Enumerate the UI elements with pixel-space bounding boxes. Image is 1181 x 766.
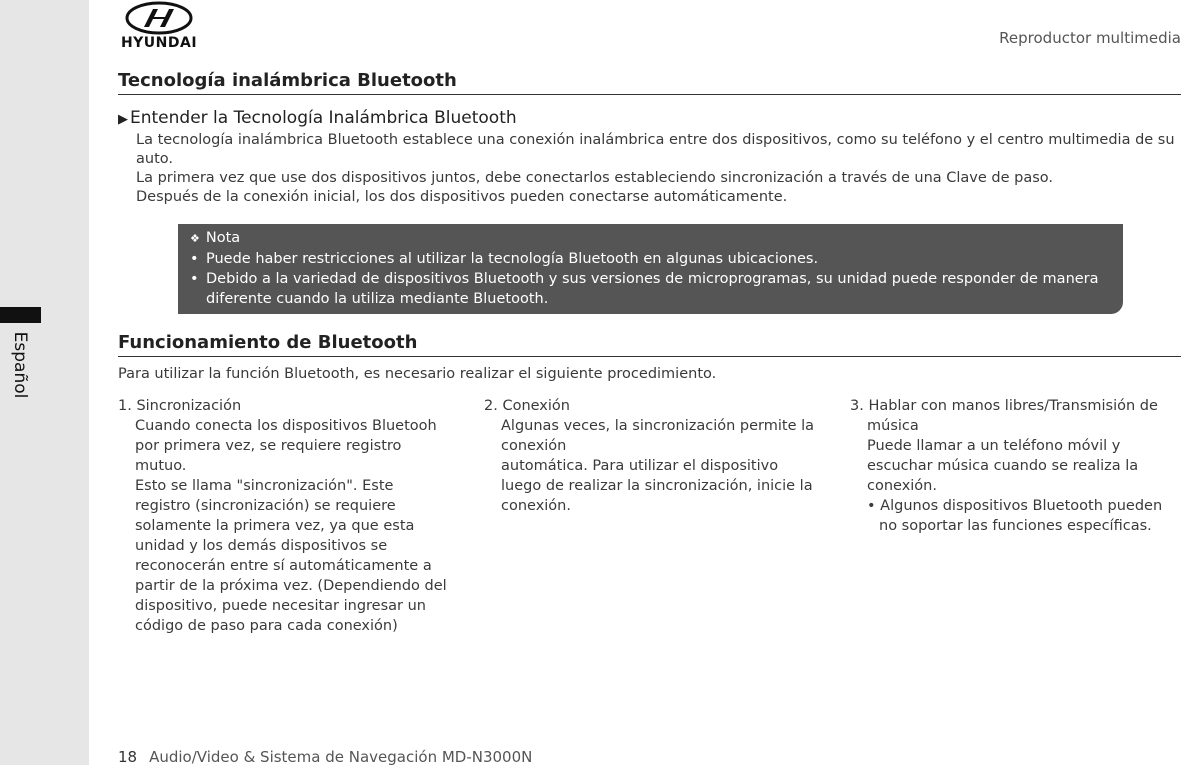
note-item-text: Debido a la variedad de dispositivos Bluetooth y sus versiones de microprogramas, su unidad puede responder de manera diferente cuando la utiliza mediante Bluetooth. — [206, 271, 1099, 307]
step-line: escuchar música cuando se realiza la — [867, 458, 1139, 474]
step-line: Cuando conecta los dispositivos Bluetooh — [135, 418, 437, 434]
paragraph: La tecnología inalámbrica Bluetooth establece una conexión inalámbrica entre dos dispositivos, como su teléfono y el centro multimedia de su auto. — [136, 132, 1175, 167]
note-title-text: Nota — [205, 230, 241, 246]
paragraph: La primera vez que use dos dispositivos juntos, debe conectarlos estableciendo sincronización a través de una Clave de paso. — [136, 170, 1054, 186]
subheading — [118, 108, 517, 128]
language-sidebar — [0, 0, 89, 765]
step-line: conexión. — [867, 478, 937, 494]
note-item — [190, 269, 1109, 309]
hyundai-logo — [117, 0, 201, 52]
note-item-text: Puede haber restricciones al utilizar la tecnología Bluetooth en algunas ubicaciones. — [206, 251, 819, 267]
bullet-icon: • — [190, 271, 199, 287]
page-footer — [118, 748, 532, 766]
step-bullet: • Algunos dispositivos Bluetooth pueden no soportar las funciones específicas. — [867, 498, 1163, 534]
step-line: dispositivo, puede necesitar ingresar un — [135, 598, 426, 614]
note-list — [190, 249, 1109, 309]
page-number: 18 — [118, 748, 138, 766]
step-line: reconocerán entre sí automáticamente a — [135, 558, 432, 574]
bullet-icon: • — [190, 251, 199, 267]
triangle-bullet-icon: ▶ — [118, 112, 128, 127]
step-line: unidad y los demás dispositivos se — [135, 538, 388, 554]
section-title-bluetooth-tech: Tecnología inalámbrica Bluetooth — [118, 70, 1181, 95]
step-line: registro (sincronización) se requiere — [135, 498, 396, 514]
step-column-pairing — [118, 396, 448, 636]
note-item — [190, 249, 1109, 269]
step-line: partir de la próxima vez. (Dependiendo del — [135, 578, 447, 594]
section-header: Reproductor multimedia — [999, 29, 1181, 47]
step-column-handsfree — [850, 396, 1168, 536]
footer-title: Audio/Video & Sistema de Navegación MD-N3000N — [149, 748, 533, 766]
note-box — [178, 224, 1123, 314]
step-line: luego de realizar la sincronización, inicie la — [501, 478, 813, 494]
language-label: Español — [10, 331, 30, 399]
step-line: conexión — [501, 438, 567, 454]
step-line: código de paso para cada conexión) — [135, 618, 398, 634]
language-tab-marker — [0, 307, 41, 323]
step-heading: 1. Sincronización — [118, 398, 242, 414]
section-title-bluetooth-operation: Funcionamiento de Bluetooth — [118, 332, 1181, 357]
note-title — [190, 228, 1109, 249]
procedure-intro: Para utilizar la función Bluetooth, es necesario realizar el siguiente procedimiento. — [118, 366, 717, 382]
step-line: solamente la primera vez, ya que esta — [135, 518, 415, 534]
step-line: automática. Para utilizar el dispositivo — [501, 458, 779, 474]
step-heading-continued: música — [867, 418, 919, 434]
step-line: Algunas veces, la sincronización permite la — [501, 418, 815, 434]
intro-text — [136, 131, 1181, 207]
step-heading: 3. Hablar con manos libres/Transmisión de — [850, 398, 1158, 414]
step-line: conexión. — [501, 498, 571, 514]
step-line: mutuo. — [135, 458, 187, 474]
step-line: por primera vez, se requiere registro — [135, 438, 402, 454]
step-line: Puede llamar a un teléfono móvil y — [867, 438, 1121, 454]
paragraph: Después de la conexión inicial, los dos dispositivos pueden conectarse automáticamente. — [136, 189, 788, 205]
brand-name: HYUNDAI — [120, 35, 198, 51]
step-line: Esto se llama "sincronización". Este — [135, 478, 394, 494]
subheading-text: Entender la Tecnología Inalámbrica Bluetooth — [130, 108, 517, 128]
step-heading: 2. Conexión — [484, 398, 570, 414]
diamond-icon: ❖ — [190, 232, 200, 245]
step-column-connection — [484, 396, 819, 516]
hyundai-emblem-icon — [117, 0, 201, 36]
